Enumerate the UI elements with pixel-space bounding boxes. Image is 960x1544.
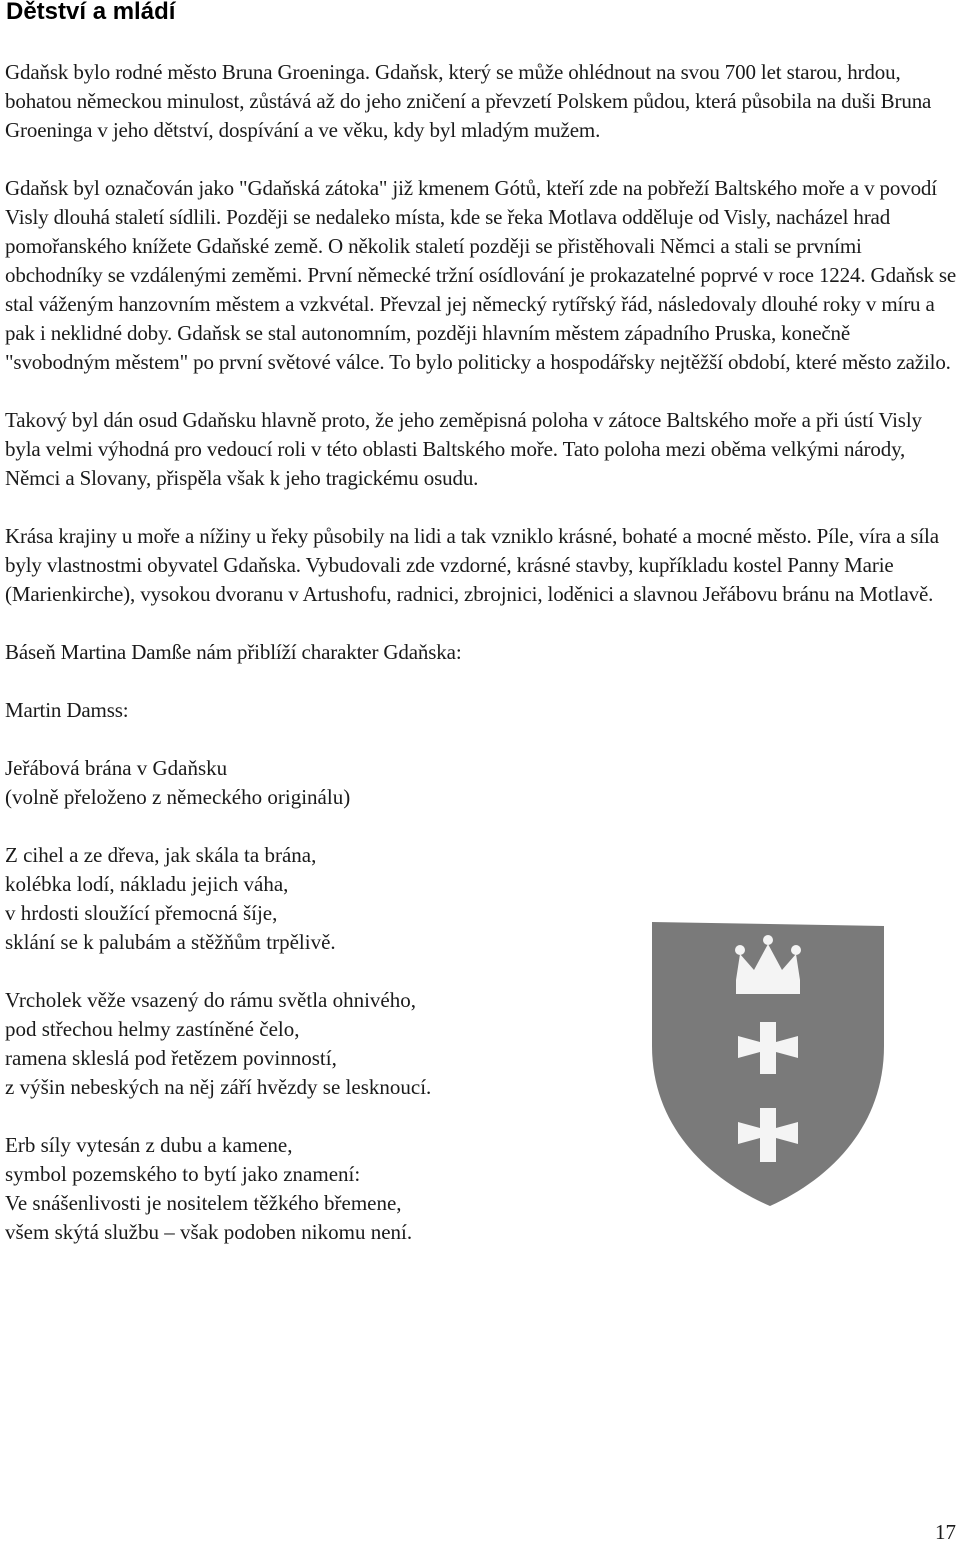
gdansk-coat-of-arms	[648, 918, 888, 1210]
paragraph-beauty: Krása krajiny u moře a nížiny u řeky působily na lidi a tak vzniklo krásné, bohaté a mocné město. Píle, víra a síla byly vlastnostmi obyvatel Gdaňska. Vybudovali zde vzdorné, krásné stavby, kupříkladu kostel Panny Marie (Marienkirche), vysokou dvoranu v Artushofu, radnici, zbrojnici, loděnici a slavnou Jeřábovu bránu na Motlavě.	[5, 524, 939, 606]
page-heading: Dětství a mládí	[6, 0, 176, 25]
paragraph-geography: Takový byl dán osud Gdaňsku hlavně proto, že jeho zeměpisná poloha v zátoce Baltského moře a při ústí Visly byla velmi výhodná pro vedoucí roli v této oblasti Baltského moře. Tato poloha mezi oběma velkými národy, Němci a Slovany, přispěla však k jeho tragickému osudu.	[5, 408, 922, 490]
poem-title-line: Jeřábová brána v Gdaňsku	[5, 756, 228, 780]
poem-subtitle-line: (volně přeloženo z německého originálu)	[5, 785, 351, 809]
poem-line: z výšin nebeských na něj září hvězdy se lesknoucí.	[5, 1075, 432, 1099]
poem-line: Z cihel a ze dřeva, jak skála ta brána,	[5, 843, 317, 867]
poem-line: Erb síly vytesán z dubu a kamene,	[5, 1133, 293, 1157]
page-number: 17	[935, 1520, 956, 1544]
poem-line: ramena skleslá pod řetězem povinností,	[5, 1046, 337, 1070]
paragraph-intro: Gdaňsk bylo rodné město Bruna Groeninga. Gdaňsk, který se může ohlédnout na svou 700 let starou, hrdou, bohatou německou minulost, zůstává až do jeho zničení a převzetí Polskem půdou, která působila na duši Bruna Groeninga v jeho dětství, dospívání a ve věku, kdy byl mladým mužem.	[5, 60, 932, 142]
poem-line: všem skýtá službu – však podoben nikomu není.	[5, 1220, 413, 1244]
poem-line: kolébka lodí, nákladu jejich váha,	[5, 872, 289, 896]
poem-title	[5, 754, 957, 812]
paragraph-history: Gdaňsk byl označován jako "Gdaňská zátoka" již kmenem Gótů, kteří zde na pobřeží Baltského moře a v povodí Visly dlouhá staletí sídlili. Později se nedaleko místa, kde se řeka Motlava odděluje od Visly, nacházel hrad pomořanského knížete Gdaňské země. O několik staletí později se přistěhovali Němci a stali se prvními obchodníky se vzdálenými zeměmi. První německé tržní osídlování je prokazatelné poprvé v roce 1224. Gdaňsk se stal váženým hanzovním městem a vzkvétal. Převzal jej německý rytířský řád, následovaly dlouhé roky v míru a pak i neklidné doby. Gdaňsk se stal autonomním, později hlavním městem západního Pruska, konečně "svobodným městem" po první světové válce. To bylo politicky a hospodářsky nejtěžší období, které město zažilo.	[5, 176, 957, 374]
poem-line: sklání se k palubám a stěžňům trpělivě.	[5, 930, 336, 954]
poem-line: symbol pozemského to bytí jako znamení:	[5, 1162, 361, 1186]
emblem-group	[735, 935, 801, 1162]
paragraph-poem-author: Martin Damss:	[5, 698, 129, 722]
poem-line: v hrdosti sloužící přemocná šíje,	[5, 901, 278, 925]
poem-line: Ve snášenlivosti je nositelem těžkého břemene,	[5, 1191, 402, 1215]
paragraph-poem-intro: Báseň Martina Damße nám přiblíží charakter Gdaňska:	[5, 640, 462, 664]
poem-line: Vrcholek věže vsazený do rámu světla ohnivého,	[5, 988, 417, 1012]
poem-line: pod střechou helmy zastíněné čelo,	[5, 1017, 300, 1041]
